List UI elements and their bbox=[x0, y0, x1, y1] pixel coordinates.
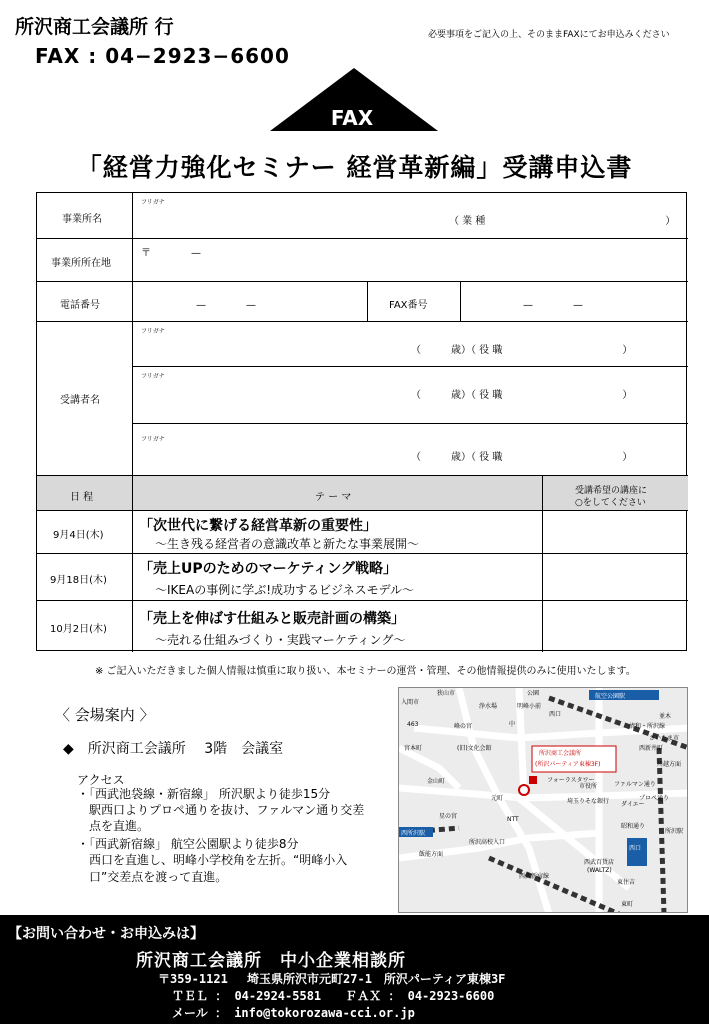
session-choice-3[interactable] bbox=[543, 601, 688, 652]
map-label: 入間市 bbox=[401, 699, 420, 706]
map-label: 西口 bbox=[549, 711, 562, 718]
session-title: 「売上を伸ばす仕組みと販売計画の構築」 bbox=[139, 611, 405, 627]
access-line: 西口を直進し、明峰小学校角を左折。“明峰小入 bbox=[77, 853, 348, 867]
address-label-cell bbox=[37, 239, 133, 282]
map-label: 西武百貨店 bbox=[584, 859, 615, 866]
fax-label: FAX番号 bbox=[389, 300, 428, 311]
session-date-cell bbox=[37, 511, 133, 554]
session-date-cell bbox=[37, 554, 133, 601]
map-label: 西所沢駅 bbox=[401, 830, 426, 837]
footer-org: 所沢商工会議所 中小企業相談所 bbox=[136, 951, 406, 971]
session-title: 「次世代に繋げる経営革新の重要性」 bbox=[139, 518, 377, 534]
map-label: 所沢高校入口 bbox=[469, 839, 506, 846]
theme-header: テ ー マ bbox=[315, 492, 352, 503]
choice-header-2: ○をしてください bbox=[575, 498, 646, 508]
map-label: 元町 bbox=[491, 795, 504, 802]
office-name-label-cell bbox=[37, 193, 133, 239]
map-label: 星の宮 bbox=[439, 813, 458, 820]
furigana-label: フリガナ bbox=[141, 436, 165, 443]
session-date: 9月18日(木) bbox=[50, 575, 107, 586]
footer-email[interactable]: メール ： info@tokorozawa-cci.or.jp bbox=[172, 1006, 415, 1020]
date-header-cell bbox=[37, 476, 133, 511]
address-field[interactable] bbox=[133, 239, 688, 282]
map-label: 所沢駅 bbox=[665, 828, 684, 835]
map-label: 明峰小前 bbox=[517, 703, 542, 710]
map-label: フォーラスタワー bbox=[547, 777, 595, 784]
fax-badge: FAX bbox=[330, 106, 374, 130]
session-choice-1[interactable] bbox=[543, 511, 688, 554]
session-choice-2[interactable] bbox=[543, 554, 688, 601]
map-label: (WALTZ) bbox=[587, 867, 612, 874]
access-line: 点を直進。 bbox=[77, 819, 150, 833]
footer-address: 〒359-1121 埼玉県所沢市元町27-1 所沢パーティア東棟3F bbox=[158, 972, 506, 986]
map-label: 清和・所沢線 bbox=[629, 723, 666, 730]
map-label: 狭山市 bbox=[437, 690, 456, 697]
date-header: 日 程 bbox=[70, 492, 94, 503]
furigana-label: フリガナ bbox=[141, 328, 165, 335]
attendee-field-3[interactable] bbox=[133, 424, 688, 476]
session-theme-cell bbox=[133, 601, 543, 652]
map-label: 宮本町 bbox=[404, 745, 423, 752]
choice-header-1: 受講希望の講座に bbox=[575, 486, 648, 496]
access-line: ・「西武池袋線・新宿線」 所沢駅より徒歩15分 bbox=[77, 787, 331, 801]
session-date: 9月4日(木) bbox=[53, 530, 104, 541]
session-subtitle: 〜売れる仕組みづくり・実践マーケティング〜 bbox=[155, 633, 406, 647]
map-label: ダイエー bbox=[621, 801, 645, 808]
map-label: 東住吉 bbox=[617, 879, 636, 886]
office-name-field[interactable] bbox=[133, 193, 688, 239]
venue-marker bbox=[529, 776, 537, 784]
map-label: (旧)文化会館 bbox=[457, 745, 492, 752]
station-box bbox=[627, 838, 647, 866]
map-label: 川越方面 bbox=[657, 761, 682, 768]
map-label: 昭和通り bbox=[621, 823, 646, 830]
instruction-note: 必要事項をご記入の上、そのままFAXにてお申込みください bbox=[428, 30, 670, 40]
fax-value: — — bbox=[523, 300, 583, 311]
page-title: 「経営力強化セミナー 経営革新編」受講申込書 bbox=[76, 153, 633, 182]
session-theme-cell bbox=[133, 511, 543, 554]
venue-heading: 〈 会場案内 〉 bbox=[55, 706, 155, 724]
privacy-note: ※ ご記入いただきました個人情報は慎重に取り扱い、本セミナーの運営・管理、その他情報提供のみに使用いたします。 bbox=[95, 666, 636, 677]
map-label: (所沢パーティア東棟3F) bbox=[535, 761, 601, 768]
map-label: プロペ通り bbox=[639, 795, 670, 802]
age-role-2: （ 歳）（ 役 職 ） bbox=[411, 390, 633, 401]
session-title: 「売上UPのためのマーケティング戦略」 bbox=[139, 561, 397, 577]
phone-value: — — bbox=[196, 300, 256, 311]
map-label: 中 bbox=[509, 721, 516, 728]
fax-number: FAX : 04−2923−6600 bbox=[35, 44, 290, 68]
fax-field[interactable] bbox=[461, 282, 688, 322]
attendee-field-1[interactable] bbox=[133, 322, 688, 367]
age-role-1: （ 歳）（ 役 職 ） bbox=[411, 345, 633, 356]
access-line: ・「西武新宿線」 航空公園駅より徒歩8分 bbox=[77, 837, 299, 851]
phone-field[interactable] bbox=[133, 282, 368, 322]
map-label: ファルマン通り bbox=[614, 781, 656, 788]
office-name-label: 事業所名 bbox=[62, 214, 102, 225]
map-label: 埼玉りそな銀行 bbox=[567, 798, 610, 805]
contact-footer bbox=[0, 915, 709, 1024]
footer-heading: 【お問い合わせ・お申込みは】 bbox=[8, 926, 204, 942]
session-date: 10月2日(木) bbox=[50, 624, 107, 635]
address-label: 事業所所在地 bbox=[51, 258, 111, 269]
map-label: NTT bbox=[507, 816, 519, 823]
postal-mark: 〒 — bbox=[141, 248, 201, 259]
map-label: 西新井町 bbox=[639, 745, 664, 752]
map-label: 飯能方面 bbox=[419, 851, 444, 858]
application-form bbox=[36, 192, 687, 651]
attendee-label-cell bbox=[37, 322, 133, 476]
map-label: 公園 bbox=[527, 690, 540, 697]
theme-header-cell bbox=[133, 476, 543, 511]
access-line: 口”交差点を渡って直進。 bbox=[77, 870, 228, 884]
session-theme-cell bbox=[133, 554, 543, 601]
phone-label-cell bbox=[37, 282, 133, 322]
attendee-label: 受講者名 bbox=[60, 395, 100, 406]
footer-tel-fax: ＴＥＬ ： 04-2924-5581 ＦＡＸ ： 04-2923-6600 bbox=[172, 989, 495, 1003]
access-line: 駅西口よりプロペ通りを抜け、ファルマン通り交差 bbox=[77, 803, 365, 817]
map-label: 西武新宿線 bbox=[519, 873, 550, 880]
furigana-label: フリガナ bbox=[141, 373, 165, 380]
session-date-cell bbox=[37, 601, 133, 652]
map-label: 所沢商工会議所 bbox=[539, 750, 582, 757]
furigana-label: フリガナ bbox=[141, 199, 165, 206]
map-drawing bbox=[399, 688, 688, 913]
session-subtitle: 〜生き残る経営者の意識改革と新たな事業展開〜 bbox=[155, 537, 420, 551]
choice-header-cell bbox=[543, 476, 688, 511]
map-railway bbox=[659, 748, 664, 913]
phone-label: 電話番号 bbox=[60, 300, 100, 311]
session-subtitle: 〜IKEAの事例に学ぶ!成功するビジネスモデル〜 bbox=[155, 583, 415, 597]
access-title: アクセス bbox=[77, 773, 125, 787]
map-label: 西口 bbox=[629, 845, 642, 852]
venue-place: ◆ 所沢商工会議所 3階 会議室 bbox=[63, 741, 284, 757]
map-label: 東町 bbox=[621, 901, 634, 908]
map-label: 浄水場 bbox=[479, 703, 498, 710]
venue-map bbox=[398, 687, 688, 913]
recipient: 所沢商工会議所 行 bbox=[15, 16, 174, 38]
map-label: 金山町 bbox=[427, 778, 446, 785]
map-label: 463 bbox=[407, 721, 419, 728]
fax-label-cell bbox=[368, 282, 461, 322]
map-label: 市役所 bbox=[579, 783, 598, 790]
attendee-field-2[interactable] bbox=[133, 367, 688, 424]
map-label: 航空公園駅 bbox=[595, 693, 626, 700]
map-label: さいたま市 bbox=[649, 735, 680, 742]
age-role-3: （ 歳）（ 役 職 ） bbox=[411, 452, 633, 463]
map-label: 峰の宮 bbox=[454, 723, 473, 730]
map-label: 並木 bbox=[659, 713, 672, 720]
industry-field: （ 業 種 ） bbox=[449, 216, 676, 227]
